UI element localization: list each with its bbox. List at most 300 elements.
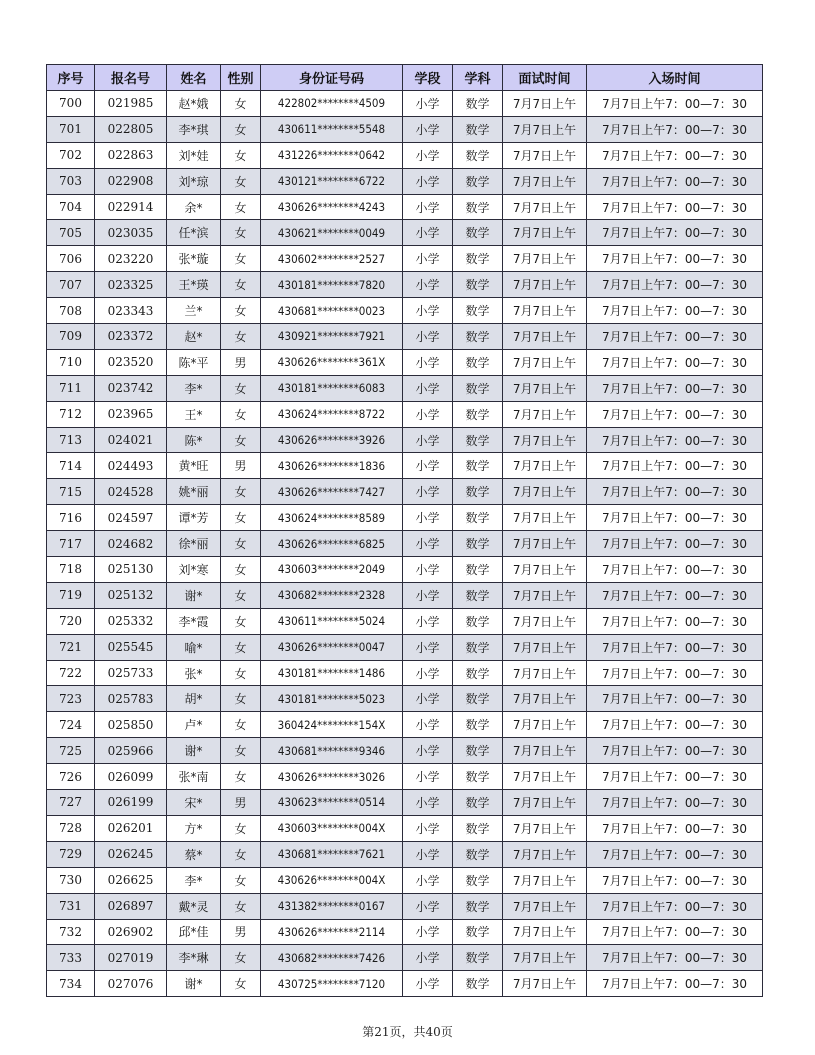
cell-name: 任*滨 bbox=[167, 220, 221, 246]
cell-seq: 723 bbox=[47, 686, 95, 712]
cell-interview-time: 7月7日上午 bbox=[503, 815, 587, 841]
cell-name: 陈*平 bbox=[167, 349, 221, 375]
table-row bbox=[47, 142, 763, 168]
cell-name: 李* bbox=[167, 867, 221, 893]
table-row bbox=[47, 712, 763, 738]
header-interview-time: 面试时间 bbox=[503, 65, 587, 91]
cell-interview-time: 7月7日上午 bbox=[503, 582, 587, 608]
cell-entry-time: 7月7日上午7：00—7：30 bbox=[587, 349, 763, 375]
cell-seq: 700 bbox=[47, 91, 95, 117]
cell-reg-no: 025783 bbox=[95, 686, 167, 712]
cell-gender: 女 bbox=[221, 531, 261, 557]
cell-entry-time: 7月7日上午7：00—7：30 bbox=[587, 893, 763, 919]
cell-seq: 713 bbox=[47, 427, 95, 453]
cell-seq: 703 bbox=[47, 168, 95, 194]
cell-entry-time: 7月7日上午7：00—7：30 bbox=[587, 686, 763, 712]
cell-school-level: 小学 bbox=[403, 194, 453, 220]
cell-name: 喻* bbox=[167, 634, 221, 660]
cell-subject: 数学 bbox=[453, 401, 503, 427]
cell-name: 刘*琼 bbox=[167, 168, 221, 194]
cell-seq: 717 bbox=[47, 531, 95, 557]
header-school-level: 学段 bbox=[403, 65, 453, 91]
table-row bbox=[47, 919, 763, 945]
cell-gender: 女 bbox=[221, 246, 261, 272]
cell-subject: 数学 bbox=[453, 220, 503, 246]
cell-school-level: 小学 bbox=[403, 893, 453, 919]
cell-seq: 730 bbox=[47, 867, 95, 893]
cell-name: 张*璇 bbox=[167, 246, 221, 272]
table-row bbox=[47, 298, 763, 324]
cell-subject: 数学 bbox=[453, 790, 503, 816]
cell-gender: 女 bbox=[221, 867, 261, 893]
cell-seq: 733 bbox=[47, 945, 95, 971]
cell-id-card: 430181********5023 bbox=[261, 686, 403, 712]
cell-seq: 710 bbox=[47, 349, 95, 375]
cell-reg-no: 023343 bbox=[95, 298, 167, 324]
cell-seq: 715 bbox=[47, 479, 95, 505]
cell-reg-no: 025545 bbox=[95, 634, 167, 660]
cell-reg-no: 026245 bbox=[95, 841, 167, 867]
cell-gender: 女 bbox=[221, 945, 261, 971]
cell-school-level: 小学 bbox=[403, 660, 453, 686]
cell-entry-time: 7月7日上午7：00—7：30 bbox=[587, 272, 763, 298]
cell-gender: 女 bbox=[221, 686, 261, 712]
cell-gender: 女 bbox=[221, 841, 261, 867]
cell-entry-time: 7月7日上午7：00—7：30 bbox=[587, 246, 763, 272]
cell-subject: 数学 bbox=[453, 324, 503, 350]
cell-seq: 716 bbox=[47, 505, 95, 531]
cell-entry-time: 7月7日上午7：00—7：30 bbox=[587, 220, 763, 246]
cell-reg-no: 023372 bbox=[95, 324, 167, 350]
cell-seq: 709 bbox=[47, 324, 95, 350]
cell-reg-no: 024528 bbox=[95, 479, 167, 505]
table-row bbox=[47, 945, 763, 971]
header-gender: 性别 bbox=[221, 65, 261, 91]
cell-interview-time: 7月7日上午 bbox=[503, 194, 587, 220]
cell-subject: 数学 bbox=[453, 116, 503, 142]
cell-seq: 714 bbox=[47, 453, 95, 479]
cell-reg-no: 022805 bbox=[95, 116, 167, 142]
cell-name: 邱*佳 bbox=[167, 919, 221, 945]
cell-id-card: 430181********1486 bbox=[261, 660, 403, 686]
cell-name: 宋* bbox=[167, 790, 221, 816]
header-row bbox=[47, 65, 763, 91]
cell-interview-time: 7月7日上午 bbox=[503, 764, 587, 790]
page-number: 第21页，共40页 bbox=[362, 1025, 453, 1039]
cell-entry-time: 7月7日上午7：00—7：30 bbox=[587, 505, 763, 531]
cell-reg-no: 022914 bbox=[95, 194, 167, 220]
cell-name: 方* bbox=[167, 815, 221, 841]
cell-gender: 女 bbox=[221, 738, 261, 764]
cell-subject: 数学 bbox=[453, 764, 503, 790]
cell-name: 余* bbox=[167, 194, 221, 220]
cell-school-level: 小学 bbox=[403, 582, 453, 608]
cell-interview-time: 7月7日上午 bbox=[503, 634, 587, 660]
cell-subject: 数学 bbox=[453, 557, 503, 583]
cell-seq: 705 bbox=[47, 220, 95, 246]
cell-entry-time: 7月7日上午7：00—7：30 bbox=[587, 401, 763, 427]
cell-subject: 数学 bbox=[453, 893, 503, 919]
cell-name: 兰* bbox=[167, 298, 221, 324]
cell-name: 刘*寒 bbox=[167, 557, 221, 583]
cell-seq: 729 bbox=[47, 841, 95, 867]
cell-subject: 数学 bbox=[453, 815, 503, 841]
cell-reg-no: 023520 bbox=[95, 349, 167, 375]
cell-gender: 女 bbox=[221, 815, 261, 841]
table-row bbox=[47, 453, 763, 479]
cell-id-card: 430602********2527 bbox=[261, 246, 403, 272]
cell-gender: 女 bbox=[221, 168, 261, 194]
cell-interview-time: 7月7日上午 bbox=[503, 246, 587, 272]
cell-entry-time: 7月7日上午7：00—7：30 bbox=[587, 375, 763, 401]
cell-school-level: 小学 bbox=[403, 945, 453, 971]
cell-subject: 数学 bbox=[453, 608, 503, 634]
cell-reg-no: 024021 bbox=[95, 427, 167, 453]
cell-reg-no: 025132 bbox=[95, 582, 167, 608]
cell-reg-no: 026625 bbox=[95, 867, 167, 893]
cell-seq: 707 bbox=[47, 272, 95, 298]
cell-entry-time: 7月7日上午7：00—7：30 bbox=[587, 557, 763, 583]
table-row bbox=[47, 349, 763, 375]
cell-gender: 女 bbox=[221, 505, 261, 531]
cell-gender: 女 bbox=[221, 582, 261, 608]
cell-reg-no: 026902 bbox=[95, 919, 167, 945]
cell-name: 王*瑛 bbox=[167, 272, 221, 298]
cell-id-card: 430626********3926 bbox=[261, 427, 403, 453]
cell-school-level: 小学 bbox=[403, 246, 453, 272]
table-row bbox=[47, 893, 763, 919]
cell-gender: 女 bbox=[221, 142, 261, 168]
cell-interview-time: 7月7日上午 bbox=[503, 168, 587, 194]
cell-entry-time: 7月7日上午7：00—7：30 bbox=[587, 298, 763, 324]
cell-reg-no: 022908 bbox=[95, 168, 167, 194]
cell-id-card: 430626********3026 bbox=[261, 764, 403, 790]
cell-subject: 数学 bbox=[453, 686, 503, 712]
cell-entry-time: 7月7日上午7：00—7：30 bbox=[587, 764, 763, 790]
cell-reg-no: 024682 bbox=[95, 531, 167, 557]
table-row bbox=[47, 841, 763, 867]
header-entry-time: 入场时间 bbox=[587, 65, 763, 91]
table-row bbox=[47, 531, 763, 557]
cell-entry-time: 7月7日上午7：00—7：30 bbox=[587, 738, 763, 764]
cell-seq: 706 bbox=[47, 246, 95, 272]
cell-name: 黄*旺 bbox=[167, 453, 221, 479]
header-name: 姓名 bbox=[167, 65, 221, 91]
table-row bbox=[47, 557, 763, 583]
cell-id-card: 430921********7921 bbox=[261, 324, 403, 350]
cell-seq: 720 bbox=[47, 608, 95, 634]
cell-school-level: 小学 bbox=[403, 272, 453, 298]
cell-interview-time: 7月7日上午 bbox=[503, 375, 587, 401]
cell-gender: 女 bbox=[221, 220, 261, 246]
table-row bbox=[47, 375, 763, 401]
cell-entry-time: 7月7日上午7：00—7：30 bbox=[587, 582, 763, 608]
cell-school-level: 小学 bbox=[403, 453, 453, 479]
cell-school-level: 小学 bbox=[403, 531, 453, 557]
cell-reg-no: 023220 bbox=[95, 246, 167, 272]
cell-gender: 女 bbox=[221, 116, 261, 142]
cell-gender: 女 bbox=[221, 479, 261, 505]
cell-name: 王* bbox=[167, 401, 221, 427]
cell-reg-no: 026897 bbox=[95, 893, 167, 919]
cell-interview-time: 7月7日上午 bbox=[503, 919, 587, 945]
cell-school-level: 小学 bbox=[403, 608, 453, 634]
cell-entry-time: 7月7日上午7：00—7：30 bbox=[587, 453, 763, 479]
table-row bbox=[47, 324, 763, 350]
cell-entry-time: 7月7日上午7：00—7：30 bbox=[587, 116, 763, 142]
cell-id-card: 430681********9346 bbox=[261, 738, 403, 764]
cell-reg-no: 025850 bbox=[95, 712, 167, 738]
table-row bbox=[47, 764, 763, 790]
cell-subject: 数学 bbox=[453, 298, 503, 324]
cell-interview-time: 7月7日上午 bbox=[503, 841, 587, 867]
cell-subject: 数学 bbox=[453, 246, 503, 272]
cell-interview-time: 7月7日上午 bbox=[503, 867, 587, 893]
table-row bbox=[47, 686, 763, 712]
cell-id-card: 430611********5548 bbox=[261, 116, 403, 142]
cell-entry-time: 7月7日上午7：00—7：30 bbox=[587, 608, 763, 634]
cell-interview-time: 7月7日上午 bbox=[503, 790, 587, 816]
cell-gender: 女 bbox=[221, 272, 261, 298]
cell-gender: 女 bbox=[221, 608, 261, 634]
cell-entry-time: 7月7日上午7：00—7：30 bbox=[587, 919, 763, 945]
cell-subject: 数学 bbox=[453, 194, 503, 220]
cell-name: 卢* bbox=[167, 712, 221, 738]
header-subject: 学科 bbox=[453, 65, 503, 91]
cell-gender: 男 bbox=[221, 453, 261, 479]
cell-name: 戴*灵 bbox=[167, 893, 221, 919]
cell-id-card: 430681********0023 bbox=[261, 298, 403, 324]
cell-gender: 女 bbox=[221, 712, 261, 738]
header-seq: 序号 bbox=[47, 65, 95, 91]
cell-gender: 女 bbox=[221, 557, 261, 583]
cell-id-card: 431382********0167 bbox=[261, 893, 403, 919]
cell-subject: 数学 bbox=[453, 427, 503, 453]
cell-reg-no: 027076 bbox=[95, 971, 167, 997]
cell-name: 谭*芳 bbox=[167, 505, 221, 531]
cell-school-level: 小学 bbox=[403, 479, 453, 505]
cell-reg-no: 027019 bbox=[95, 945, 167, 971]
table-row bbox=[47, 246, 763, 272]
candidate-table bbox=[46, 64, 763, 997]
cell-school-level: 小学 bbox=[403, 427, 453, 453]
cell-name: 赵*娥 bbox=[167, 91, 221, 117]
cell-subject: 数学 bbox=[453, 945, 503, 971]
cell-gender: 女 bbox=[221, 375, 261, 401]
cell-seq: 701 bbox=[47, 116, 95, 142]
cell-id-card: 430611********5024 bbox=[261, 608, 403, 634]
table-row bbox=[47, 738, 763, 764]
cell-entry-time: 7月7日上午7：00—7：30 bbox=[587, 91, 763, 117]
cell-seq: 719 bbox=[47, 582, 95, 608]
cell-interview-time: 7月7日上午 bbox=[503, 505, 587, 531]
cell-school-level: 小学 bbox=[403, 505, 453, 531]
cell-subject: 数学 bbox=[453, 867, 503, 893]
cell-school-level: 小学 bbox=[403, 686, 453, 712]
cell-interview-time: 7月7日上午 bbox=[503, 971, 587, 997]
cell-subject: 数学 bbox=[453, 919, 503, 945]
table-row bbox=[47, 634, 763, 660]
table-body bbox=[47, 91, 763, 997]
cell-subject: 数学 bbox=[453, 375, 503, 401]
cell-entry-time: 7月7日上午7：00—7：30 bbox=[587, 479, 763, 505]
cell-interview-time: 7月7日上午 bbox=[503, 272, 587, 298]
cell-name: 李*琪 bbox=[167, 116, 221, 142]
cell-name: 姚*丽 bbox=[167, 479, 221, 505]
cell-entry-time: 7月7日上午7：00—7：30 bbox=[587, 427, 763, 453]
cell-id-card: 430682********2328 bbox=[261, 582, 403, 608]
table-row bbox=[47, 582, 763, 608]
cell-id-card: 430121********6722 bbox=[261, 168, 403, 194]
cell-id-card: 430626********2114 bbox=[261, 919, 403, 945]
cell-name: 李*琳 bbox=[167, 945, 221, 971]
cell-reg-no: 025733 bbox=[95, 660, 167, 686]
cell-reg-no: 021985 bbox=[95, 91, 167, 117]
cell-school-level: 小学 bbox=[403, 764, 453, 790]
cell-subject: 数学 bbox=[453, 634, 503, 660]
cell-reg-no: 024493 bbox=[95, 453, 167, 479]
cell-interview-time: 7月7日上午 bbox=[503, 531, 587, 557]
cell-interview-time: 7月7日上午 bbox=[503, 479, 587, 505]
cell-subject: 数学 bbox=[453, 349, 503, 375]
table-row bbox=[47, 168, 763, 194]
cell-interview-time: 7月7日上午 bbox=[503, 427, 587, 453]
cell-gender: 女 bbox=[221, 324, 261, 350]
cell-school-level: 小学 bbox=[403, 738, 453, 764]
table-row bbox=[47, 505, 763, 531]
cell-subject: 数学 bbox=[453, 168, 503, 194]
cell-interview-time: 7月7日上午 bbox=[503, 893, 587, 919]
table-row bbox=[47, 272, 763, 298]
cell-school-level: 小学 bbox=[403, 557, 453, 583]
table-row bbox=[47, 608, 763, 634]
cell-school-level: 小学 bbox=[403, 349, 453, 375]
cell-reg-no: 024597 bbox=[95, 505, 167, 531]
cell-school-level: 小学 bbox=[403, 712, 453, 738]
cell-seq: 728 bbox=[47, 815, 95, 841]
cell-subject: 数学 bbox=[453, 453, 503, 479]
cell-reg-no: 025332 bbox=[95, 608, 167, 634]
cell-reg-no: 023742 bbox=[95, 375, 167, 401]
cell-school-level: 小学 bbox=[403, 142, 453, 168]
cell-entry-time: 7月7日上午7：00—7：30 bbox=[587, 194, 763, 220]
cell-interview-time: 7月7日上午 bbox=[503, 738, 587, 764]
cell-entry-time: 7月7日上午7：00—7：30 bbox=[587, 142, 763, 168]
cell-gender: 女 bbox=[221, 194, 261, 220]
table-row bbox=[47, 427, 763, 453]
cell-id-card: 422802********4509 bbox=[261, 91, 403, 117]
cell-id-card: 430624********8722 bbox=[261, 401, 403, 427]
cell-gender: 女 bbox=[221, 91, 261, 117]
cell-school-level: 小学 bbox=[403, 401, 453, 427]
cell-id-card: 430623********0514 bbox=[261, 790, 403, 816]
cell-entry-time: 7月7日上午7：00—7：30 bbox=[587, 867, 763, 893]
cell-school-level: 小学 bbox=[403, 298, 453, 324]
cell-id-card: 430626********6825 bbox=[261, 531, 403, 557]
cell-name: 赵* bbox=[167, 324, 221, 350]
cell-id-card: 430181********6083 bbox=[261, 375, 403, 401]
cell-reg-no: 022863 bbox=[95, 142, 167, 168]
cell-school-level: 小学 bbox=[403, 971, 453, 997]
table-row bbox=[47, 790, 763, 816]
cell-school-level: 小学 bbox=[403, 634, 453, 660]
cell-school-level: 小学 bbox=[403, 324, 453, 350]
table-row bbox=[47, 971, 763, 997]
cell-seq: 734 bbox=[47, 971, 95, 997]
cell-name: 谢* bbox=[167, 738, 221, 764]
cell-name: 李*霞 bbox=[167, 608, 221, 634]
cell-interview-time: 7月7日上午 bbox=[503, 298, 587, 324]
cell-name: 徐*丽 bbox=[167, 531, 221, 557]
cell-seq: 708 bbox=[47, 298, 95, 324]
cell-interview-time: 7月7日上午 bbox=[503, 712, 587, 738]
cell-interview-time: 7月7日上午 bbox=[503, 686, 587, 712]
cell-reg-no: 023965 bbox=[95, 401, 167, 427]
table-row bbox=[47, 91, 763, 117]
table-row bbox=[47, 867, 763, 893]
cell-entry-time: 7月7日上午7：00—7：30 bbox=[587, 841, 763, 867]
cell-seq: 726 bbox=[47, 764, 95, 790]
cell-entry-time: 7月7日上午7：00—7：30 bbox=[587, 324, 763, 350]
cell-interview-time: 7月7日上午 bbox=[503, 608, 587, 634]
cell-entry-time: 7月7日上午7：00—7：30 bbox=[587, 712, 763, 738]
table-row bbox=[47, 116, 763, 142]
cell-name: 刘*娃 bbox=[167, 142, 221, 168]
cell-name: 张*南 bbox=[167, 764, 221, 790]
cell-reg-no: 026201 bbox=[95, 815, 167, 841]
cell-interview-time: 7月7日上午 bbox=[503, 220, 587, 246]
cell-id-card: 430181********7820 bbox=[261, 272, 403, 298]
cell-interview-time: 7月7日上午 bbox=[503, 324, 587, 350]
cell-id-card: 430624********8589 bbox=[261, 505, 403, 531]
cell-interview-time: 7月7日上午 bbox=[503, 142, 587, 168]
cell-entry-time: 7月7日上午7：00—7：30 bbox=[587, 790, 763, 816]
cell-school-level: 小学 bbox=[403, 790, 453, 816]
cell-id-card: 430681********7621 bbox=[261, 841, 403, 867]
cell-gender: 女 bbox=[221, 634, 261, 660]
cell-id-card: 431226********0642 bbox=[261, 142, 403, 168]
cell-entry-time: 7月7日上午7：00—7：30 bbox=[587, 531, 763, 557]
cell-entry-time: 7月7日上午7：00—7：30 bbox=[587, 945, 763, 971]
cell-id-card: 430626********004X bbox=[261, 867, 403, 893]
cell-entry-time: 7月7日上午7：00—7：30 bbox=[587, 660, 763, 686]
cell-entry-time: 7月7日上午7：00—7：30 bbox=[587, 815, 763, 841]
cell-interview-time: 7月7日上午 bbox=[503, 557, 587, 583]
cell-id-card: 430725********7120 bbox=[261, 971, 403, 997]
cell-reg-no: 025130 bbox=[95, 557, 167, 583]
cell-seq: 702 bbox=[47, 142, 95, 168]
cell-school-level: 小学 bbox=[403, 919, 453, 945]
cell-school-level: 小学 bbox=[403, 220, 453, 246]
cell-seq: 732 bbox=[47, 919, 95, 945]
cell-id-card: 430603********004X bbox=[261, 815, 403, 841]
cell-subject: 数学 bbox=[453, 712, 503, 738]
cell-gender: 女 bbox=[221, 298, 261, 324]
cell-subject: 数学 bbox=[453, 142, 503, 168]
cell-subject: 数学 bbox=[453, 91, 503, 117]
cell-name: 张* bbox=[167, 660, 221, 686]
cell-school-level: 小学 bbox=[403, 116, 453, 142]
cell-interview-time: 7月7日上午 bbox=[503, 453, 587, 479]
cell-reg-no: 023035 bbox=[95, 220, 167, 246]
cell-seq: 731 bbox=[47, 893, 95, 919]
table-row bbox=[47, 194, 763, 220]
table-row bbox=[47, 220, 763, 246]
cell-subject: 数学 bbox=[453, 505, 503, 531]
cell-subject: 数学 bbox=[453, 272, 503, 298]
cell-seq: 725 bbox=[47, 738, 95, 764]
cell-gender: 女 bbox=[221, 427, 261, 453]
